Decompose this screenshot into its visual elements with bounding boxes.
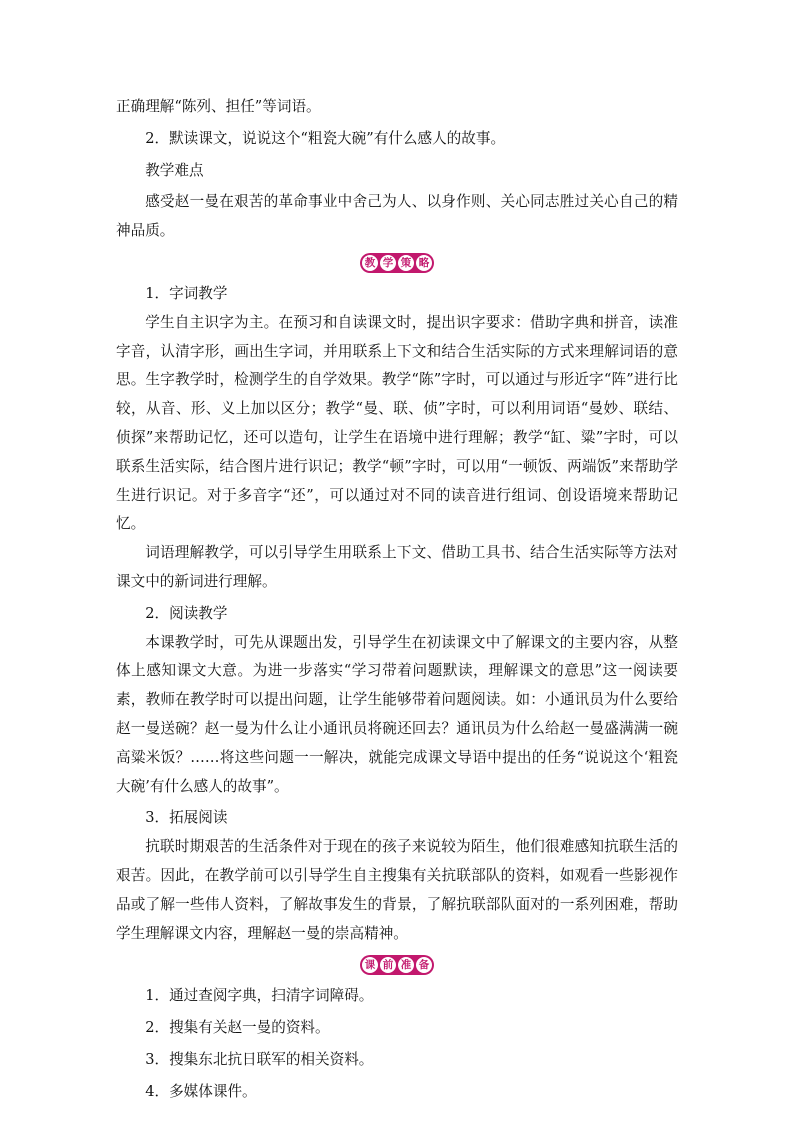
strategy-badge: [360, 253, 434, 273]
objective-item-2: 2．默读课文，说说这个“粗瓷大碗”有什么感人的故事。: [145, 129, 506, 147]
prep-item-3: 3．搜集东北抗日联军的相关资料。: [145, 1050, 374, 1068]
badge-char: 备: [416, 957, 432, 973]
difficulty-text: 感受赵一曼在艰苦的革命事业中舍己为人、以身作则、关心同志胜过关心自己的精神品质。: [116, 193, 678, 240]
strategy-badge-row: [116, 249, 678, 277]
badge-char: 教: [362, 255, 378, 271]
badge-char: 准: [398, 957, 414, 973]
content-column: [116, 93, 678, 1107]
reading-paragraph: 本课教学时，可先从课题出发，引导学生在初读课文中了解课文的主要内容，从整体上感知课文大意。为进一步落实“学习带着问题默读，理解课文的意思”这一阅读要素，教师在教学时可以提出问题，让学生能够带着问题阅读。如：小通讯员为什么要给赵一曼送碗？赵一曼为什么让小通讯员将碗还回去？通讯员为什么给赵一曼盛满满一碗高粱米饭？……将这些问题一一解决，就能完成课文导语中提出的任务“说说这个‘粗瓷大碗’有什么感人的故事”。: [116, 633, 678, 795]
badge-char: 学: [380, 255, 396, 271]
section-title-reading: 2．阅读教学: [145, 604, 228, 622]
section-title-vocabulary: 1．字词教学: [145, 284, 228, 302]
badge-char: 前: [380, 957, 396, 973]
objective-line-continued: 正确理解“陈列、担任”等词语。: [116, 98, 321, 115]
badge-char: 课: [362, 957, 378, 973]
badge-char: 策: [398, 255, 414, 271]
vocabulary-paragraph-2: 词语理解教学，可以引导学生用联系上下文、借助工具书、结合生活实际等方法对课文中的新词进行理解。: [116, 544, 678, 590]
vocabulary-paragraph-1: 学生自主识字为主。在预习和自读课文时，提出识字要求：借助字典和拼音，读准字音，认清字形，画出生字词，并用联系上下文和结合生活实际的方式来理解词语的意思。生字教学时，检测学生的自学效果。教学“陈”字时，可以通过与形近字“阵”进行比较，从音、形、义上加以区分；教学“曼、联、侦”字时，可以利用词语“曼妙、联结、侦探”来帮助记忆，还可以造句，让学生在语境中进行理解；教学“缸、粱”字时，可以联系生活实际，结合图片进行识记；教学“顿”字时，可以用“一顿饭、两端饭”来帮助学生进行识记。对于多音字“还”，可以通过对不同的读音进行组词、创设语境来帮助记忆。: [116, 313, 678, 533]
prep-item-4: 4．多媒体课件。: [145, 1082, 257, 1100]
prep-badge-row: [116, 951, 678, 979]
extended-reading-paragraph: 抗联时期艰苦的生活条件对于现在的孩子来说较为陌生，他们很难感知抗联生活的艰苦。因此，在教学前可以引导学生自主搜集有关抗联部队的资料，如观看一些影视作品或了解一些伟人资料，了解故事发生的背景，了解抗联部队面对的一系列困难，帮助学生理解课文内容，理解赵一曼的崇高精神。: [116, 838, 678, 942]
section-title-extended-reading: 3．拓展阅读: [145, 809, 228, 827]
prep-item-1: 1．通过查阅字典，扫清字词障碍。: [145, 987, 374, 1005]
prep-badge: [360, 955, 434, 975]
prep-item-2: 2．搜集有关赵一曼的资料。: [145, 1019, 330, 1037]
badge-char: 略: [416, 255, 432, 271]
difficulty-heading: 教学难点: [145, 161, 204, 179]
